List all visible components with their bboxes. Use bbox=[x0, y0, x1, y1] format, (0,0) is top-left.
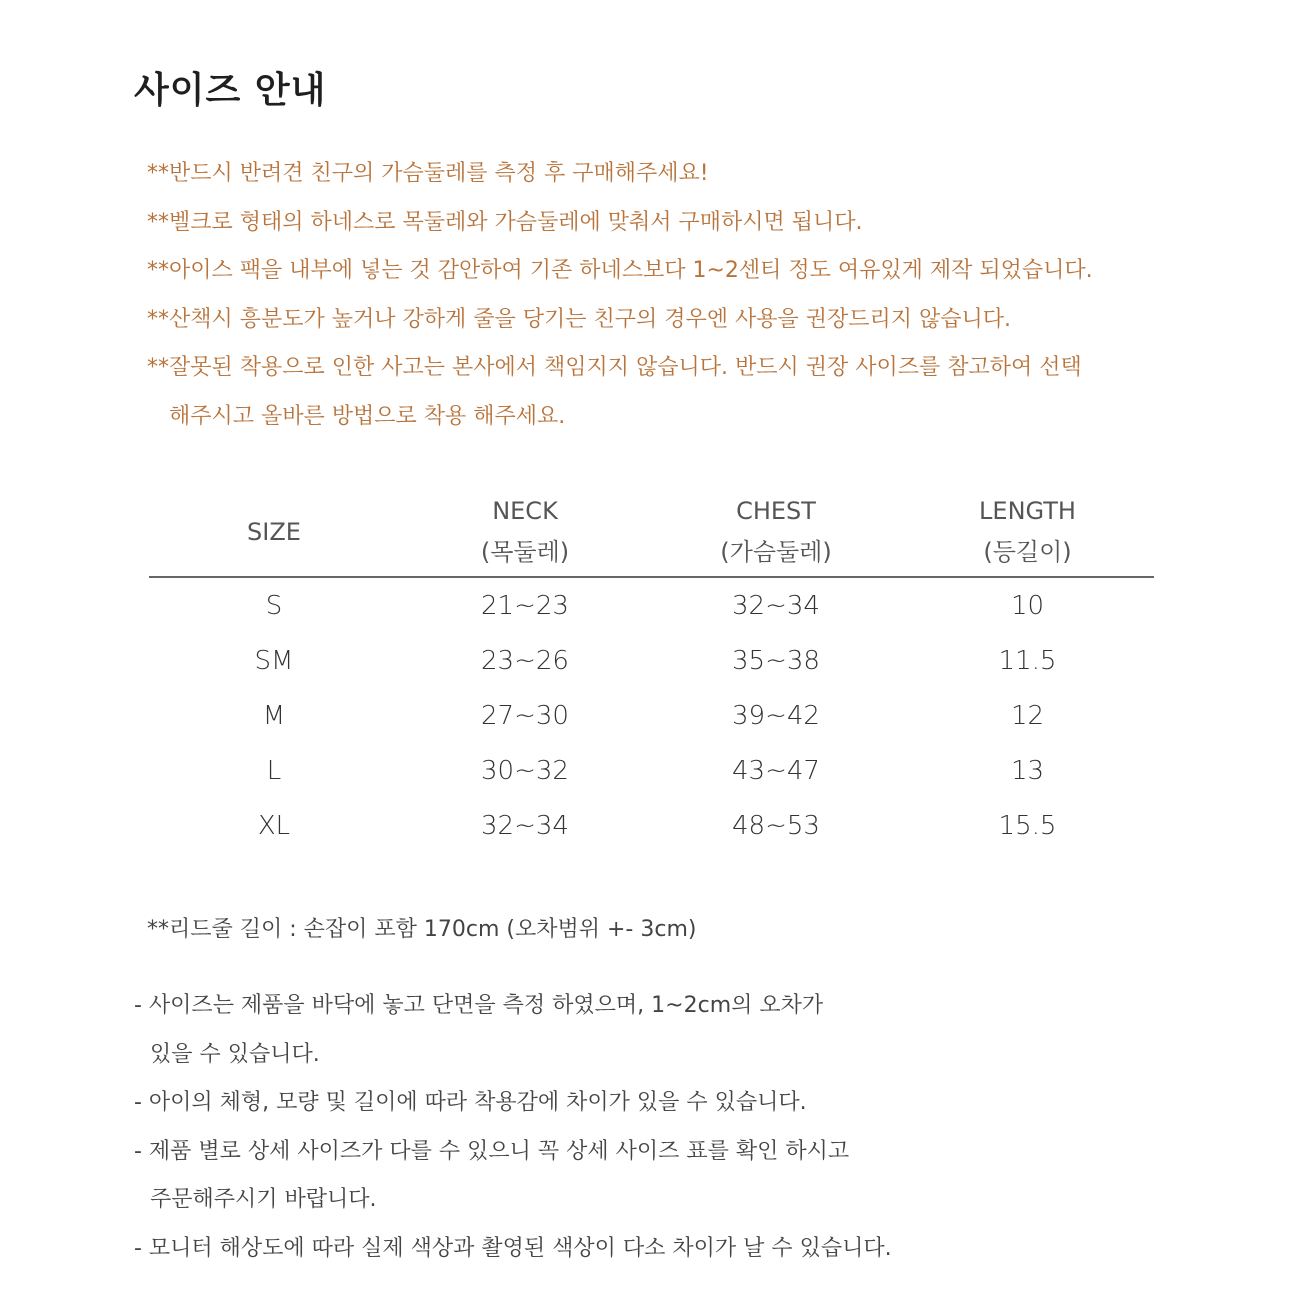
header-chest-sublabel: (가슴둘레) bbox=[720, 538, 832, 566]
cell-length: 10 bbox=[1010, 590, 1045, 621]
cell-neck: 21~23 bbox=[481, 590, 569, 621]
disclaimer-item: - 사이즈는 제품을 바닥에 놓고 단면을 측정 하였으며, 1~2cm의 오차가 bbox=[134, 993, 824, 1018]
header-length-label: LENGTH bbox=[979, 497, 1076, 525]
disclaimer-item: - 모니터 해상도에 따라 실제 색상과 촬영된 색상이 다소 차이가 날 수 있습니다. bbox=[134, 1235, 892, 1261]
header-neck bbox=[399, 488, 651, 577]
table-row bbox=[149, 633, 1154, 688]
cell-neck: 27~30 bbox=[481, 700, 569, 731]
cell-neck: 23~26 bbox=[481, 645, 569, 676]
header-length bbox=[901, 488, 1154, 577]
cell-length: 12 bbox=[1010, 700, 1045, 731]
cell-chest: 39~42 bbox=[732, 700, 820, 731]
cell-neck: 30~32 bbox=[481, 755, 569, 786]
cell-neck: 32~34 bbox=[481, 810, 569, 841]
table-row bbox=[149, 577, 1154, 633]
cell-size: XL bbox=[257, 810, 291, 841]
notice-item-continuation: 해주시고 올바른 방법으로 착용 해주세요. bbox=[169, 403, 566, 429]
cell-length: 13 bbox=[1010, 755, 1045, 786]
disclaimer-item: - 아이의 체형, 모량 및 길이에 따라 착용감에 차이가 있을 수 있습니다. bbox=[134, 1090, 807, 1115]
notice-item: **산책시 흥분도가 높거나 강하게 줄을 당기는 친구의 경우엔 사용을 권장드리지 않습니다. bbox=[147, 306, 1011, 332]
header-neck-sublabel: (목둘레) bbox=[480, 538, 570, 566]
cell-chest: 43~47 bbox=[732, 755, 820, 786]
notice-item: **반드시 반려견 친구의 가슴둘레를 측정 후 구매해주세요! bbox=[147, 161, 709, 186]
header-length-sublabel: (등길이) bbox=[983, 538, 1072, 566]
notice-list bbox=[147, 150, 1227, 441]
notice-item: **아이스 팩을 내부에 넣는 것 감안하여 기존 하네스보다 1~2센티 정도 여유있게 제작 되었습니다. bbox=[147, 258, 1093, 283]
disclaimer-item-continuation: 주문해주시기 바랍니다. bbox=[150, 1187, 377, 1212]
header-chest-label: CHEST bbox=[736, 497, 816, 525]
cell-chest: 48~53 bbox=[732, 810, 820, 841]
table-row bbox=[149, 688, 1154, 743]
page-title: 사이즈 안내 bbox=[134, 70, 327, 111]
cell-size: L bbox=[266, 755, 282, 786]
leash-length-note: **리드줄 길이 : 손잡이 포함 170cm (오차범위 +- 3cm) bbox=[147, 917, 697, 942]
table-header-row bbox=[149, 488, 1154, 577]
size-table bbox=[149, 488, 1154, 853]
cell-size: SM bbox=[254, 645, 294, 676]
header-neck-label: NECK bbox=[492, 497, 558, 525]
notice-item: **잘못된 착용으로 인한 사고는 본사에서 책임지지 않습니다. 반드시 권장 사이즈를 참고하여 선택 bbox=[147, 355, 1082, 380]
notice-item: **벨크로 형태의 하네스로 목둘레와 가슴둘레에 맞춰서 구매하시면 됩니다. bbox=[147, 209, 863, 235]
cell-length: 15.5 bbox=[998, 810, 1057, 841]
table-row bbox=[149, 798, 1154, 853]
header-size bbox=[149, 488, 399, 577]
header-size-label: SIZE bbox=[247, 517, 301, 546]
disclaimer-item-continuation: 있을 수 있습니다. bbox=[150, 1041, 320, 1067]
cell-chest: 32~34 bbox=[732, 590, 820, 621]
cell-length: 11.5 bbox=[998, 645, 1057, 676]
disclaimer-list bbox=[134, 982, 1134, 1273]
cell-size: M bbox=[262, 700, 286, 731]
header-chest bbox=[651, 488, 901, 577]
cell-size: S bbox=[265, 590, 283, 621]
disclaimer-item: - 제품 별로 상세 사이즈가 다를 수 있으니 꼭 상세 사이즈 표를 확인 하시고 bbox=[134, 1138, 850, 1164]
cell-chest: 35~38 bbox=[732, 645, 820, 676]
table-row bbox=[149, 743, 1154, 798]
